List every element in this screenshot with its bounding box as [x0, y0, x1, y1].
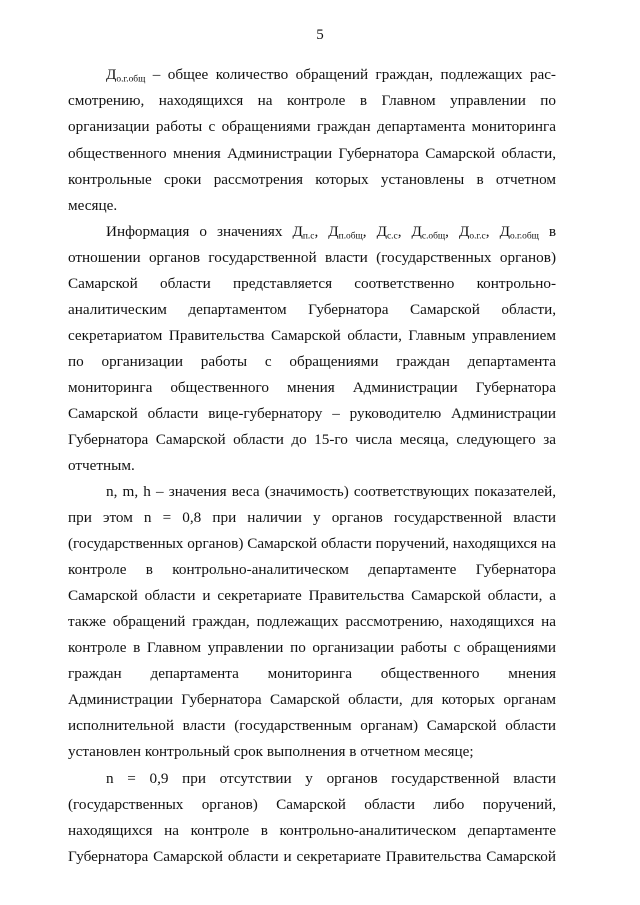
weights-line: исполнительной власти (государственным органам) Самарской области [68, 717, 556, 734]
info-line: Самарской области вице-губернатору – руководителю Администрации [68, 405, 556, 422]
weights-line: (государственных органов) Самарской области поручений, находящихся на [68, 535, 556, 552]
absence-line: находящихся на контроле в контрольно-аналитическом департаменте [68, 822, 556, 839]
absence-line: (государственных органов) Самарской области либо поручений, [68, 796, 556, 813]
weights-line: также обращений граждан, подлежащих рассмотрению, находящихся на [68, 613, 556, 630]
symbol-d-ogs: $Д_{о.г.с}$ [458, 223, 486, 242]
weights-line: установлен контрольный срок выполнения в отчетном месяце; [68, 743, 474, 760]
definition-line: общественного мнения Администрации Губернатора Самарской области, [68, 145, 556, 162]
weights-line: Самарской области и секретариате Правительства Самарской области, а [68, 587, 556, 604]
weights-line: контроле в Главном управлении по организации работы с обращениями [68, 639, 556, 656]
definition-line: $Д_{о.г.общ}$ – общее количество обращений граждан, подлежащих рас- [106, 66, 556, 85]
info-line: Самарской области представляется соответственно контрольно- [68, 275, 556, 292]
info-line: аналитическим департаментом Губернатора Самарской области, [68, 301, 556, 318]
symbol-d-s-total: $Д_{с.общ}$ [411, 223, 446, 242]
symbol-d-og-total: $Д_{о.г.общ}$ [499, 223, 539, 242]
info-line: Губернатора Самарской области до 15-го числа месяца, следующего за [68, 431, 556, 448]
definition-line: контрольные сроки рассмотрения которых установлены в отчетном [68, 171, 556, 188]
info-line: отчетным. [68, 457, 135, 474]
info-line: отношении органов государственной власти (государственных органов) [68, 249, 556, 266]
symbol-d-p-total: $Д_{п.общ}$ [328, 223, 363, 242]
info-line: секретариатом Правительства Самарской области, Главным управлением [68, 327, 556, 344]
weights-line: при этом n = 0,8 при наличии у органов государственной власти [68, 509, 556, 526]
weights-line: Администрации Губернатора Самарской области, для которых органам [68, 691, 556, 708]
weights-line: n, m, h – значения веса (значимость) соответствующих показателей, [106, 483, 556, 500]
definition-line: организации работы с обращениями граждан департамента мониторинга [68, 118, 556, 135]
symbol-d-og-total: $Д_{о.г.общ}$ [106, 66, 146, 85]
info-line: по организации работы с обращениями граждан департамента [68, 353, 556, 370]
symbol-d-ss: $Д_{с.с}$ [376, 223, 398, 242]
definition-line: смотрению, находящихся на контроле в Главном управлении по [68, 92, 556, 109]
symbol-d-ps: $Д_{п.с}$ [292, 223, 315, 242]
info-line: мониторинга общественного мнения Администрации Губернатора [68, 379, 556, 396]
weights-line: граждан департамента мониторинга общественного мнения [68, 665, 556, 682]
page-number: 5 [316, 27, 324, 43]
definition-line: месяце. [68, 197, 118, 214]
absence-line: Губернатора Самарской области и секретариате Правительства Самарской [68, 848, 556, 865]
absence-line: n = 0,9 при отсутствии у органов государственной власти [106, 770, 556, 787]
info-intro-line: Информация о значениях $Д_{п.с}$, $Д_{п.общ}$, $Д_{с.с}$, $Д_{с.общ}$, $Д_{о.г.с}$, $Д_{о.г.общ}$ в [106, 223, 557, 242]
weights-line: контроле в контрольно-аналитическом департаменте Губернатора [68, 561, 556, 578]
